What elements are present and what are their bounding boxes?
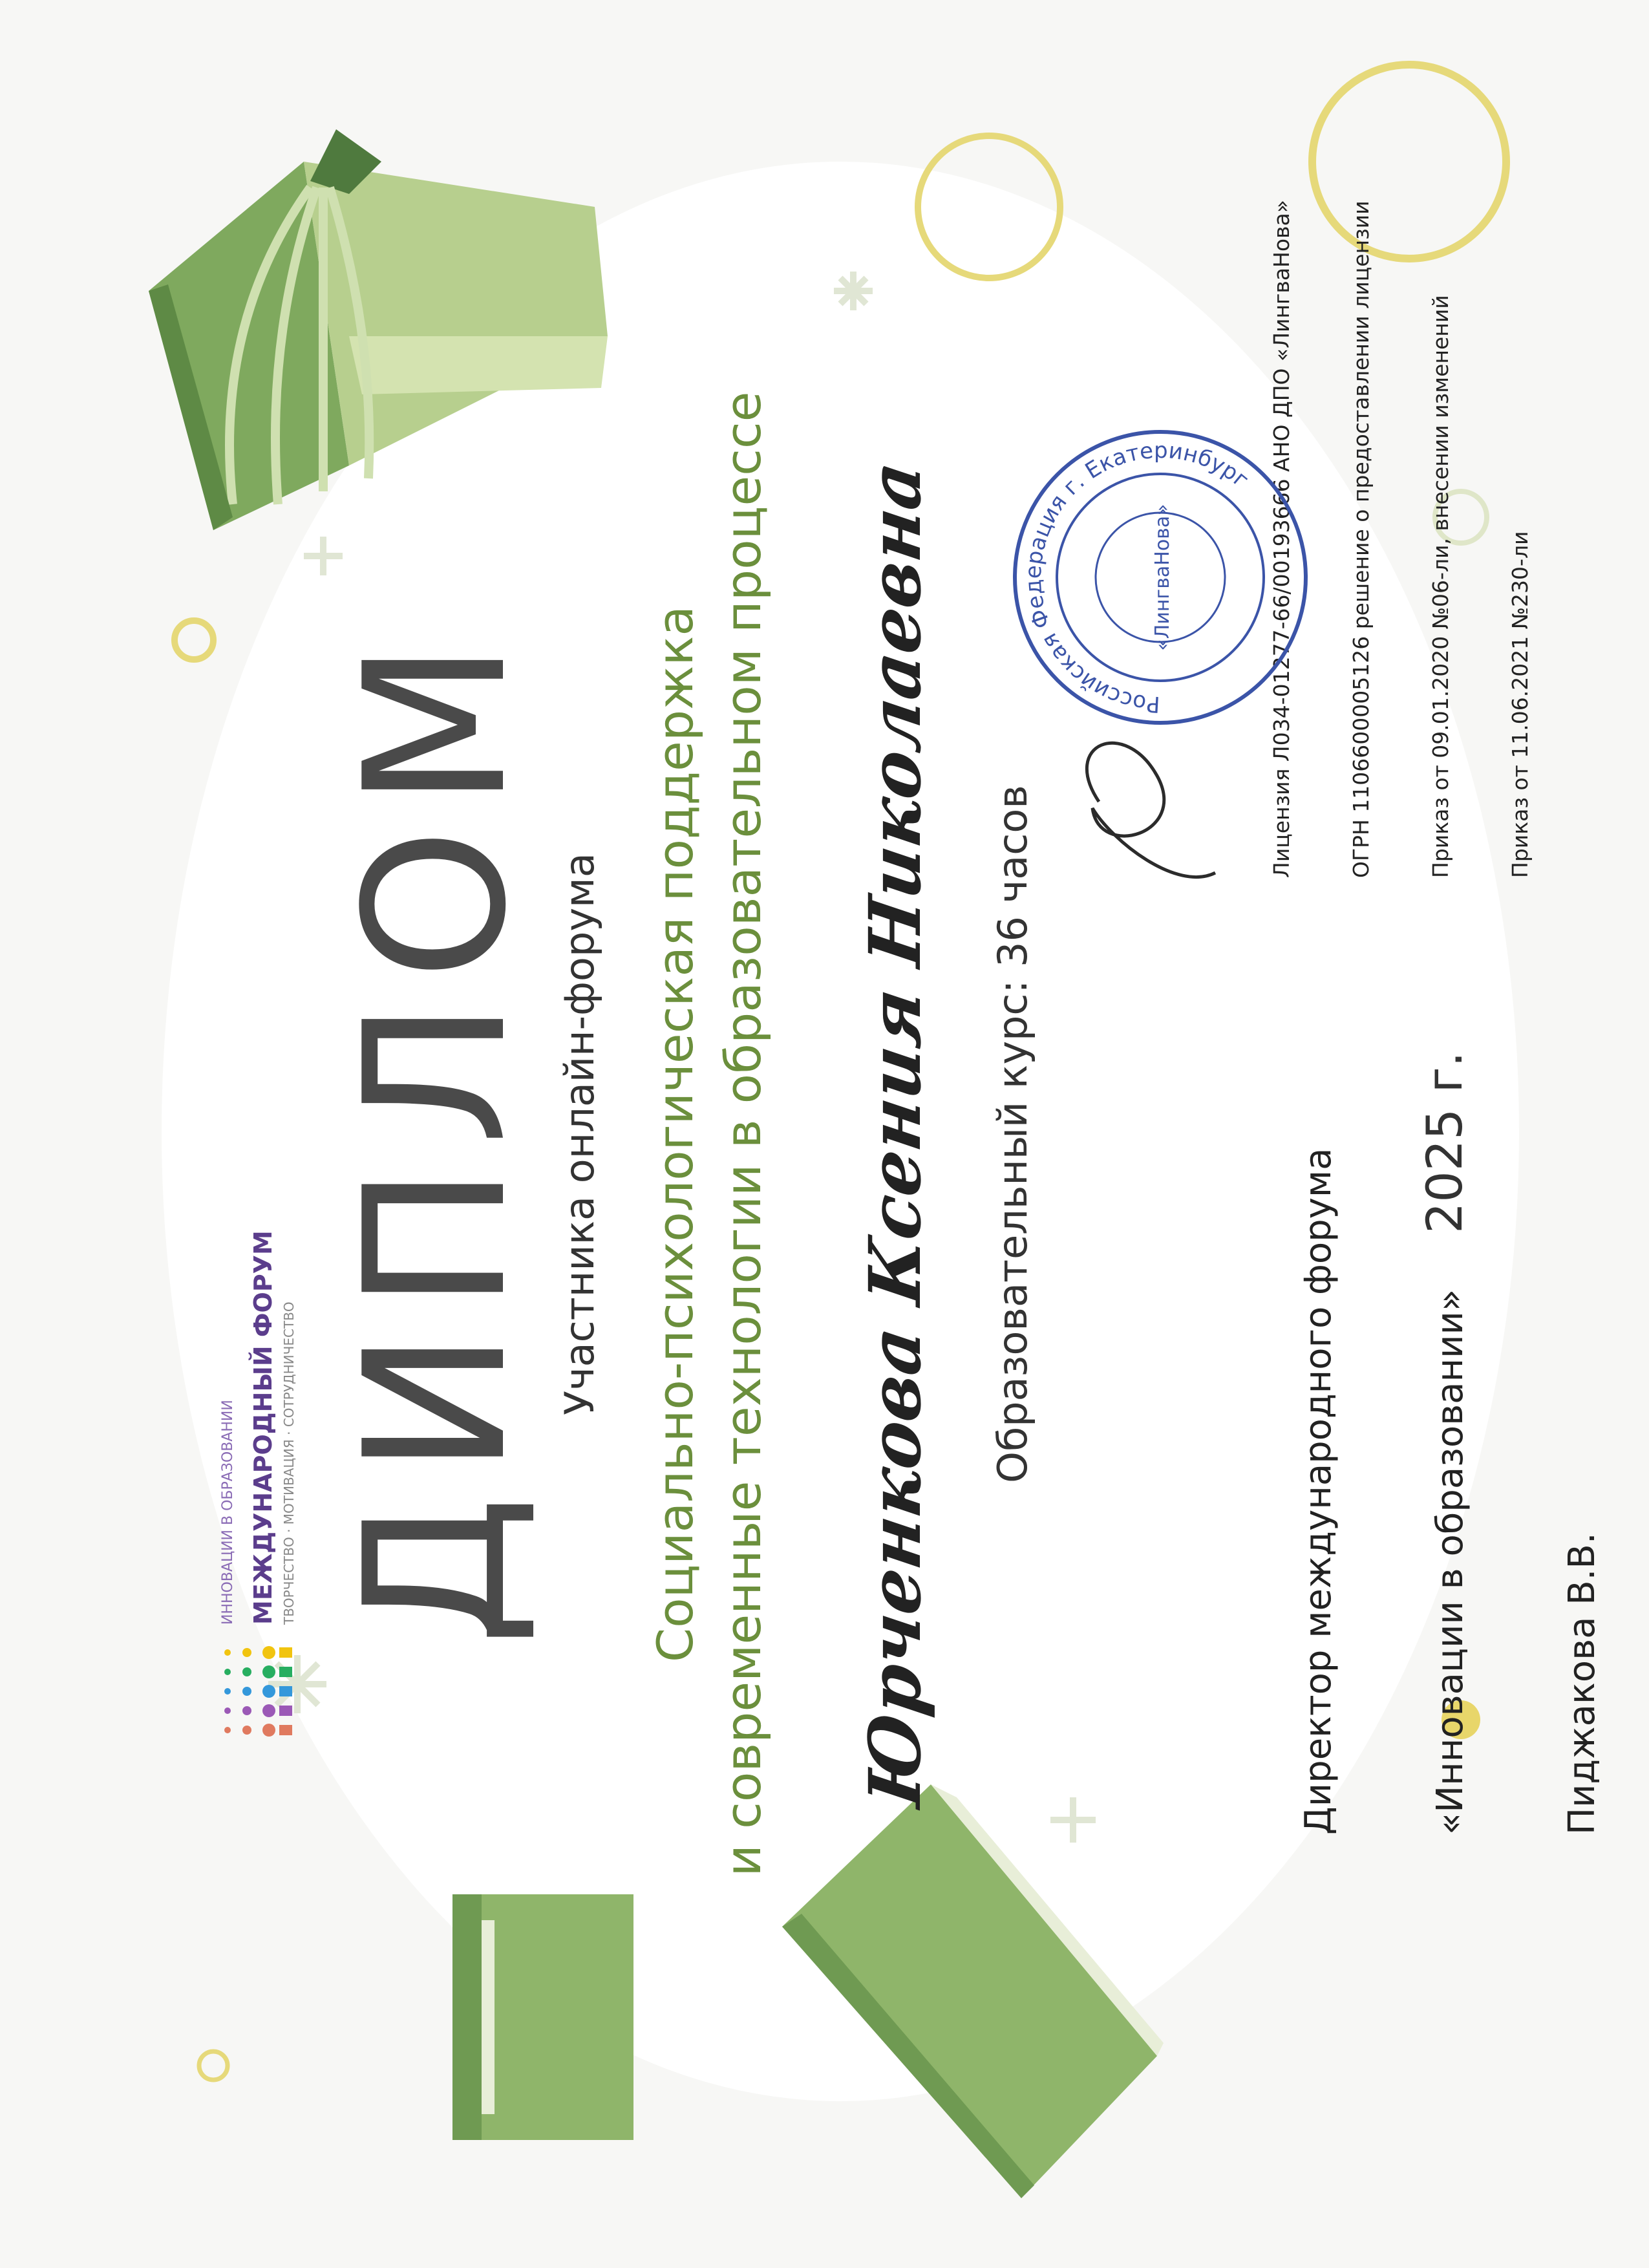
stamp-outer-text: Российская Федерация г. Екатеринбург — [1020, 437, 1254, 718]
director-line-3: Пиджакова В.В. — [1561, 1532, 1603, 1835]
course-title-line-2: и современные технологии в образовательном процессе — [714, 391, 772, 1877]
director-line-1: Директор международного форума — [1297, 1148, 1339, 1835]
director-line-2: «Инновации в образовании» — [1429, 1289, 1471, 1835]
license-line-1: Лицензия Л034-01277-66/00193666 АНО ДПО «ЛингваНова» — [1269, 200, 1294, 878]
svg-text:Российская Федерация г. Екатер — [1021, 438, 1254, 717]
diploma-subtitle: Участника онлайн-форума — [556, 853, 603, 1415]
organization-stamp — [1008, 425, 1312, 729]
course-title-line-1: Социально-психологическая поддержка — [646, 606, 704, 1662]
logo-sub-text: ТВОРЧЕСТВО · МОТИВАЦИЯ · СОТРУДНИЧЕСТВО — [281, 1301, 297, 1625]
diploma-year: 2025 г. — [1416, 1051, 1473, 1234]
recipient-name: Юрченкова Ксения Николаевна — [853, 456, 937, 1812]
license-line-2: ОГРН 1106600005126 решение о предоставлении лицензии — [1348, 200, 1374, 878]
logo-main-text: МЕЖДУНАРОДНЫЙ ФОРУМ — [249, 1230, 277, 1625]
forum-logo — [213, 1027, 304, 1738]
course-hours: Образовательный курс: 36 часов — [989, 785, 1036, 1483]
director-signature-block — [1209, 1148, 1649, 1835]
logo-dots-icon — [220, 1641, 297, 1738]
logo-top-text: ИННОВАЦИИ В ОБРАЗОВАНИИ — [220, 1400, 236, 1625]
diploma-title: ДИПЛОМ — [323, 621, 549, 1647]
license-line-3: Приказ от 09.01.2020 №06-ли, внесении изменений — [1428, 295, 1453, 878]
license-line-4: Приказ от 11.06.2021 №230-ли — [1507, 531, 1533, 878]
stamp-center-text: «ЛингваНова» — [1151, 504, 1174, 651]
